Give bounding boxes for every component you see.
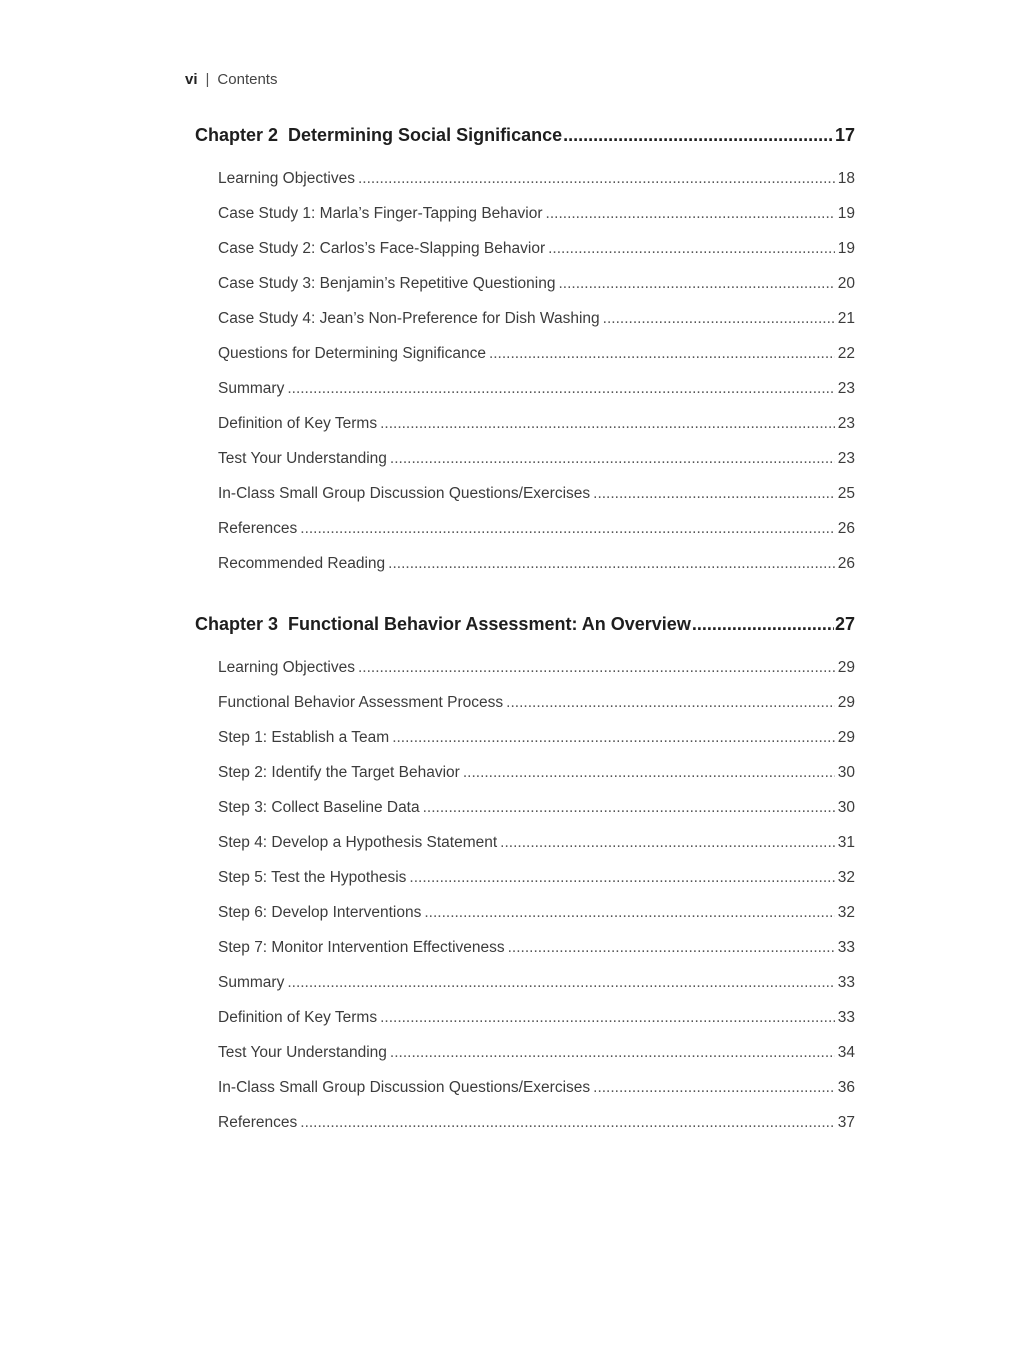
dot-leader: [388, 546, 835, 581]
toc-entry-label: Step 6: Develop Interventions: [218, 904, 422, 921]
chapter-title-row[interactable]: [195, 614, 855, 650]
toc-entry-page: 19: [837, 205, 855, 222]
toc-entry[interactable]: [218, 650, 855, 685]
toc-entry-label: Definition of Key Terms: [218, 415, 378, 432]
dot-leader: [392, 720, 835, 755]
toc-entry-label: References: [218, 520, 298, 537]
toc-entry-label: In-Class Small Group Discussion Questions/Exercises: [218, 1079, 591, 1096]
dot-leader: [390, 441, 835, 476]
toc-entry-page: 34: [837, 1044, 855, 1061]
toc-entry[interactable]: [218, 476, 855, 511]
toc-entry-page: 29: [837, 659, 855, 676]
chapter-3-section: [195, 614, 855, 1140]
toc-entry[interactable]: [218, 161, 855, 196]
toc-entry-page: 26: [837, 520, 855, 537]
toc-entry-page: 32: [837, 904, 855, 921]
toc-entry[interactable]: [218, 720, 855, 755]
chapter-page: 17: [834, 125, 855, 145]
toc-entry-page: 33: [837, 1009, 855, 1026]
dot-leader: [287, 965, 834, 1000]
dot-leader: [424, 895, 834, 930]
toc-entry[interactable]: [218, 266, 855, 301]
toc-entry-label: Recommended Reading: [218, 555, 386, 572]
toc-entry-page: 23: [837, 450, 855, 467]
toc-entry[interactable]: [218, 825, 855, 860]
toc-entry-label: Questions for Determining Significance: [218, 345, 486, 362]
toc-entry[interactable]: [218, 511, 855, 546]
toc-entry-label: Step 1: Establish a Team: [218, 729, 390, 746]
dot-leader: [358, 161, 835, 196]
toc-entry[interactable]: [218, 1000, 855, 1035]
toc-entry[interactable]: [218, 336, 855, 371]
toc-entry-page: 23: [837, 415, 855, 432]
toc-entry-label: Step 2: Identify the Target Behavior: [218, 764, 460, 781]
chapter-entries: [218, 161, 855, 581]
dot-leader: [546, 196, 835, 231]
toc-entry-label: Case Study 4: Jean’s Non-Preference for Dish Washing: [218, 310, 600, 327]
toc-entry-label: Case Study 3: Benjamin’s Repetitive Questioning: [218, 275, 556, 292]
dot-leader: [380, 406, 835, 441]
dot-leader: [409, 860, 834, 895]
dot-leader: [692, 614, 834, 635]
toc-entry[interactable]: [218, 965, 855, 1000]
toc-entry-label: Summary: [218, 974, 285, 991]
toc-entry[interactable]: [218, 371, 855, 406]
dot-leader: [558, 266, 834, 301]
dot-leader: [548, 231, 835, 266]
toc-entry-page: 25: [837, 485, 855, 502]
toc-entry-page: 33: [837, 939, 855, 956]
toc-entry[interactable]: [218, 406, 855, 441]
toc-entry[interactable]: [218, 441, 855, 476]
toc-entry-label: In-Class Small Group Discussion Questions/Exercises: [218, 485, 591, 502]
chapter-title: Functional Behavior Assessment: An Overview: [288, 614, 691, 634]
toc-entry-page: 18: [837, 170, 855, 187]
toc-entry-page: 26: [837, 555, 855, 572]
running-head-separator: |: [205, 71, 210, 88]
toc-entry-page: 22: [837, 345, 855, 362]
chapter-title-row[interactable]: [195, 125, 855, 161]
toc-entry-label: Step 3: Collect Baseline Data: [218, 799, 420, 816]
dot-leader: [358, 650, 835, 685]
toc-entry-label: Learning Objectives: [218, 659, 355, 676]
toc-entry-page: 19: [837, 240, 855, 257]
dot-leader: [489, 336, 835, 371]
toc-entry[interactable]: [218, 1105, 855, 1140]
toc-entry[interactable]: [218, 895, 855, 930]
dot-leader: [380, 1000, 835, 1035]
toc-entry[interactable]: [218, 930, 855, 965]
toc-entry-page: 21: [837, 310, 855, 327]
toc-entry-label: Step 7: Monitor Intervention Effectiveness: [218, 939, 505, 956]
dot-leader: [603, 301, 835, 336]
toc-entry-page: 23: [837, 380, 855, 397]
running-head-section: Contents: [217, 71, 278, 88]
toc-entry[interactable]: [218, 1035, 855, 1070]
toc-entry[interactable]: [218, 196, 855, 231]
toc-entry-page: 29: [837, 694, 855, 711]
chapter-title: Determining Social Significance: [288, 125, 563, 145]
dot-leader: [593, 1070, 835, 1105]
toc-entry[interactable]: [218, 755, 855, 790]
toc-entry-label: Case Study 2: Carlos’s Face-Slapping Behavior: [218, 240, 546, 257]
toc-entry-label: Test Your Understanding: [218, 1044, 387, 1061]
dot-leader: [593, 476, 835, 511]
toc-entry-page: 20: [837, 275, 855, 292]
toc-entry[interactable]: [218, 546, 855, 581]
toc-entry-label: References: [218, 1114, 298, 1131]
dot-leader: [463, 755, 835, 790]
toc-entry-label: Learning Objectives: [218, 170, 355, 187]
toc-entry-page: 30: [837, 799, 855, 816]
chapter-entries: [218, 650, 855, 1140]
chapter-2-section: [195, 125, 855, 581]
toc-entry-page: 33: [837, 974, 855, 991]
dot-leader: [423, 790, 835, 825]
toc-entry-page: 36: [837, 1079, 855, 1096]
dot-leader: [508, 930, 835, 965]
dot-leader: [506, 685, 835, 720]
dot-leader: [300, 1105, 834, 1140]
toc-entry-label: Functional Behavior Assessment Process: [218, 694, 504, 711]
toc-entry[interactable]: [218, 301, 855, 336]
toc-entry[interactable]: [218, 1070, 855, 1105]
running-head: [185, 71, 277, 88]
chapter-label: Chapter 2: [195, 125, 279, 145]
toc-entry-label: Step 5: Test the Hypothesis: [218, 869, 407, 886]
toc-entry-page: 30: [837, 764, 855, 781]
toc-entry-page: 37: [837, 1114, 855, 1131]
toc-entry-label: Summary: [218, 380, 285, 397]
toc-entry[interactable]: [218, 860, 855, 895]
toc-entry-label: Test Your Understanding: [218, 450, 387, 467]
dot-leader: [563, 125, 834, 146]
toc-entry-page: 29: [837, 729, 855, 746]
toc-entry[interactable]: [218, 231, 855, 266]
toc-entry-page: 32: [837, 869, 855, 886]
toc-entry-label: Case Study 1: Marla’s Finger-Tapping Behavior: [218, 205, 543, 222]
running-head-page-number: vi: [185, 71, 198, 88]
toc-entry-label: Step 4: Develop a Hypothesis Statement: [218, 834, 498, 851]
toc-entry[interactable]: [218, 790, 855, 825]
dot-leader: [390, 1035, 835, 1070]
toc-entry-label: Definition of Key Terms: [218, 1009, 378, 1026]
chapter-label: Chapter 3: [195, 614, 279, 634]
toc-entry[interactable]: [218, 685, 855, 720]
toc-entry-page: 31: [837, 834, 855, 851]
dot-leader: [500, 825, 835, 860]
chapter-page: 27: [834, 614, 855, 634]
dot-leader: [287, 371, 834, 406]
dot-leader: [300, 511, 834, 546]
